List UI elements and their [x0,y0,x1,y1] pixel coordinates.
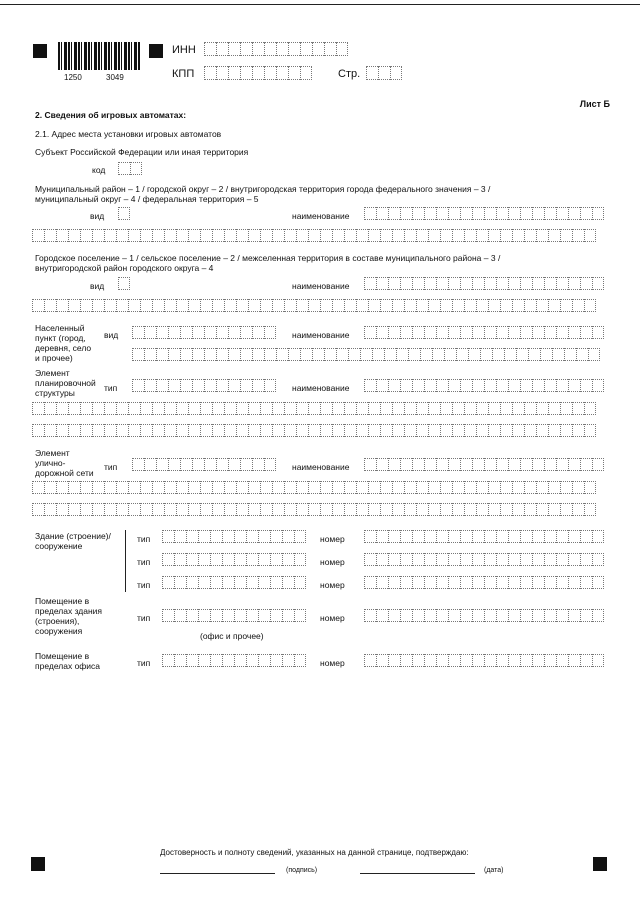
street-name-field-row-2[interactable] [32,481,596,494]
street-tip-field[interactable] [132,458,276,471]
street-tip-label: тип [104,462,118,472]
kpp-label: КПП [172,68,195,80]
premises-tip-field[interactable] [162,609,306,622]
municipal-type-text: Муниципальный район – 1 / городской округ – 2 / внутригородская территория города федерального значения – 3 / [35,184,491,194]
code-label: код [92,165,106,175]
locality-vid-label: вид [104,330,119,340]
date-line[interactable] [360,873,475,874]
street-name-label: наименование [292,462,350,472]
office-number-label: номер [320,658,345,668]
building-tip-field-3[interactable] [162,576,306,589]
locality-vid-field[interactable] [132,326,276,339]
sheet-label: Лист Б [579,99,610,109]
building-number-field-2[interactable] [364,553,604,566]
planning-tip-label: тип [104,383,118,393]
planning-name-field[interactable] [364,379,604,392]
municipal-name-label: наименование [292,211,350,221]
kpp-field[interactable] [204,66,312,80]
locality-name-field[interactable] [364,326,604,339]
planning-name-field-row-2[interactable] [32,402,596,415]
street-name-field[interactable] [364,458,604,471]
locality-label: Населенный пункт (город, деревня, село и прочее) [35,323,92,363]
municipal-vid-field[interactable] [118,207,130,220]
office-note: (офис и прочее) [200,631,264,641]
planning-name-label: наименование [292,383,350,393]
confirm-text: Достоверность и полноту сведений, указанных на данной странице, подтверждаю: [160,848,469,857]
settlement-name-field[interactable] [364,277,604,290]
premises-number-field[interactable] [364,609,604,622]
street-name-field-row-3[interactable] [32,503,596,516]
corner-marker-bottom-right [593,857,607,871]
municipal-vid-label: вид [90,211,105,221]
locality-name-label: наименование [292,330,350,340]
page-label: Стр. [338,68,361,80]
settlement-name-field-row-2[interactable] [32,299,596,312]
locality-name-field-row-2[interactable] [132,348,600,361]
date-label: (дата) [484,867,504,874]
building-number-label-2: номер [320,557,345,567]
corner-marker-top-left [33,44,47,58]
subject-code-field[interactable] [118,162,142,175]
street-network-label: Элемент улично-дорожной сети [35,448,94,478]
barcode-number-right: 3049 [106,73,124,82]
office-tip-field[interactable] [162,654,306,667]
building-label: Здание (строение)/ сооружение [35,531,111,551]
section-title: 2. Сведения об игровых автоматах: [35,110,187,120]
building-tip-label-1: тип [137,534,151,544]
section-subtitle: 2.1. Адрес места установки игровых автоматов [35,129,222,139]
building-bracket-line [125,530,126,592]
settlement-name-label: наименование [292,281,350,291]
signature-label: (подпись) [286,867,318,874]
barcode-number-left: 1250 [64,73,82,82]
settlement-type-text-2: внутригородской район городского округа – 4 [35,263,214,273]
barcode [58,42,140,70]
building-tip-field-1[interactable] [162,530,306,543]
premises-tip-label: тип [137,613,151,623]
building-number-field-1[interactable] [364,530,604,543]
office-premises-label: Помещение в пределах офиса [35,651,101,671]
municipal-type-text-2: муниципальный округ – 4 / федеральная территория – 5 [35,194,259,204]
premises-label: Помещение в пределах здания (строения), сооружения [35,596,103,636]
building-number-label-3: номер [320,580,345,590]
page-number-field[interactable] [366,66,402,80]
building-tip-label-2: тип [137,557,151,567]
corner-marker-bottom-left [31,857,45,871]
office-number-field[interactable] [364,654,604,667]
office-tip-label: тип [137,658,151,668]
planning-name-field-row-3[interactable] [32,424,596,437]
planning-structure-label: Элемент планировочной структуры [35,368,96,398]
settlement-vid-label: вид [90,281,105,291]
top-border-line [0,4,640,5]
inn-label: ИНН [172,44,196,56]
subject-label: Субъект Российской Федерации или иная территория [35,147,249,157]
municipal-name-field-row-2[interactable] [32,229,596,242]
settlement-type-text: Городское поселение – 1 / сельское поселение – 2 / межселенная территория в составе муниципального района – 3 / [35,253,501,263]
planning-tip-field[interactable] [132,379,276,392]
building-number-field-3[interactable] [364,576,604,589]
premises-number-label: номер [320,613,345,623]
marker-square [149,44,163,58]
signature-line[interactable] [160,873,275,874]
inn-field[interactable] [204,42,348,56]
municipal-name-field[interactable] [364,207,604,220]
building-tip-field-2[interactable] [162,553,306,566]
building-tip-label-3: тип [137,580,151,590]
settlement-vid-field[interactable] [118,277,130,290]
building-number-label-1: номер [320,534,345,544]
